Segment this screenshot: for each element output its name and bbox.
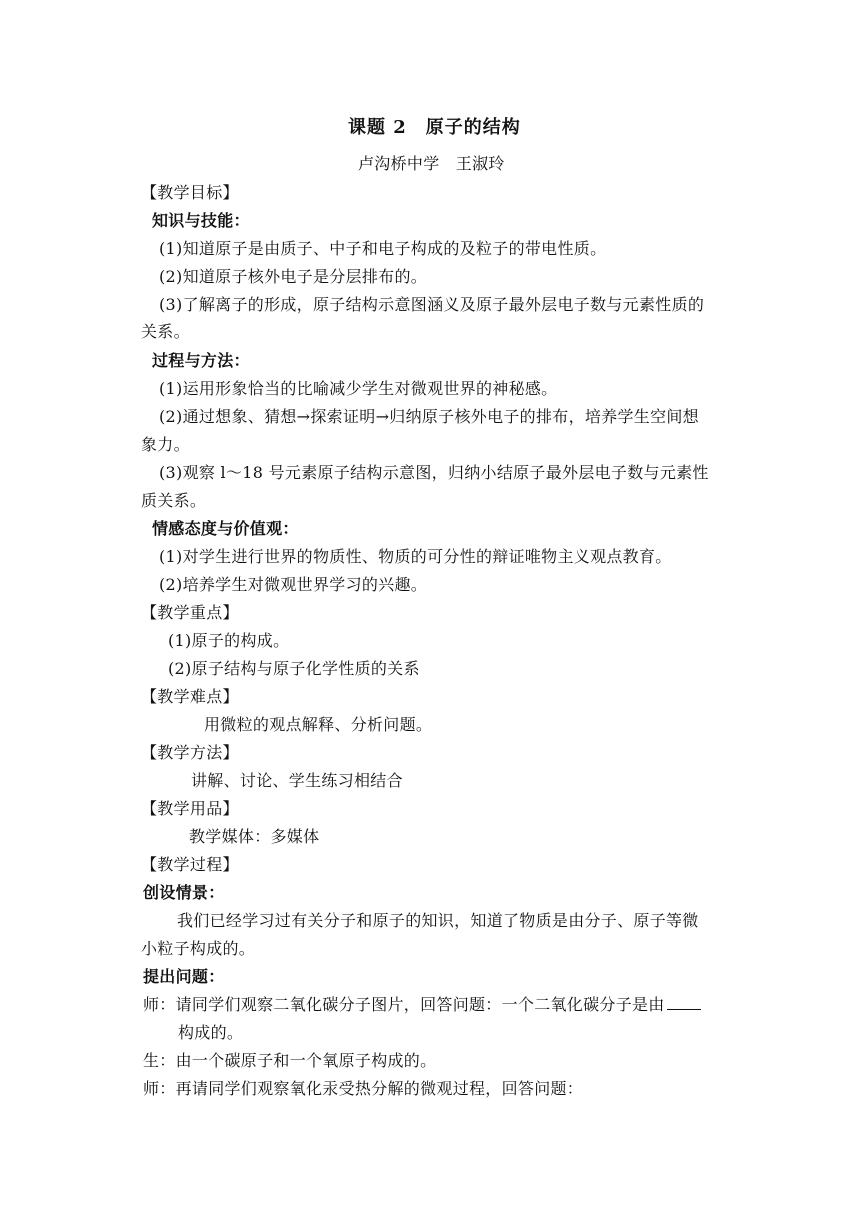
methods-text: 讲解、讨论、学生练习相结合 (191, 771, 403, 790)
key-points-heading: 【教学重点】 (141, 603, 239, 622)
difficulties-heading: 【教学难点】 (141, 687, 239, 706)
materials-heading: 【教学用品】 (141, 799, 239, 818)
knowledge-item-1: (1)知道原子是由质子、中子和电子构成的及粒子的带电性质。 (159, 239, 607, 258)
student-line-1: 生：由一个碳原子和一个氧原子构成的。 (143, 1051, 437, 1070)
key-point-1: (1)原子的构成。 (168, 631, 290, 650)
question-heading: 提出问题： (143, 967, 225, 986)
process-item-3-cont: 质关系。 (141, 491, 207, 510)
knowledge-item-2: (2)知道原子核外电子是分层排布的。 (159, 267, 428, 286)
answer-blank (667, 995, 701, 1010)
teacher-line-1-cont: 构成的。 (178, 1023, 244, 1042)
process-item-2: (2)通过想象、猜想→探索证明→归纳原子核外电子的排布，培养学生空间想 (159, 407, 699, 426)
key-point-2: (2)原子结构与原子化学性质的关系 (168, 659, 420, 678)
knowledge-item-3: (3)了解离子的形成，原子结构示意图涵义及原子最外层电子数与元素性质的 (159, 295, 705, 314)
attitude-item-1: (1)对学生进行世界的物质性、物质的可分性的辩证唯物主义观点教育。 (159, 547, 672, 566)
scenario-line-1: 我们已经学习过有关分子和原子的知识，知道了物质是由分子、原子等微 (177, 911, 699, 930)
objectives-heading: 【教学目标】 (141, 183, 239, 202)
process-heading: 过程与方法： (152, 351, 250, 370)
materials-text: 教学媒体：多媒体 (189, 827, 320, 846)
process-item-2-cont: 象力。 (141, 435, 190, 454)
scenario-line-2: 小粒子构成的。 (141, 939, 256, 958)
knowledge-item-3-cont: 关系。 (141, 322, 190, 341)
knowledge-heading: 知识与技能： (152, 211, 250, 230)
difficulties-text: 用微粒的观点解释、分析问题。 (204, 715, 433, 734)
process-item-3: (3)观察 l～18 号元素原子结构示意图，归纳小结原子最外层电子数与元素性 (159, 463, 709, 482)
author-line: 卢沟桥中学 王淑玲 (358, 154, 505, 173)
process-item-1: (1)运用形象恰当的比喻减少学生对微观世界的神秘感。 (159, 379, 558, 398)
scenario-heading: 创设情景： (143, 883, 225, 902)
teacher-line-1 (143, 994, 701, 1016)
teacher-line-2: 师：再请同学们观察氧化汞受热分解的微观过程，回答问题： (143, 1079, 584, 1098)
page-title: 课题 2 原子的结构 (348, 117, 521, 138)
methods-heading: 【教学方法】 (141, 743, 239, 762)
procedure-heading: 【教学过程】 (141, 855, 239, 874)
attitude-item-2: (2)培养学生对微观世界学习的兴趣。 (159, 575, 428, 594)
attitude-heading: 情感态度与价值观： (152, 519, 299, 538)
teacher-line-1-text: 师：请同学们观察二氧化碳分子图片，回答问题：一个二氧化碳分子是由 (143, 995, 665, 1014)
